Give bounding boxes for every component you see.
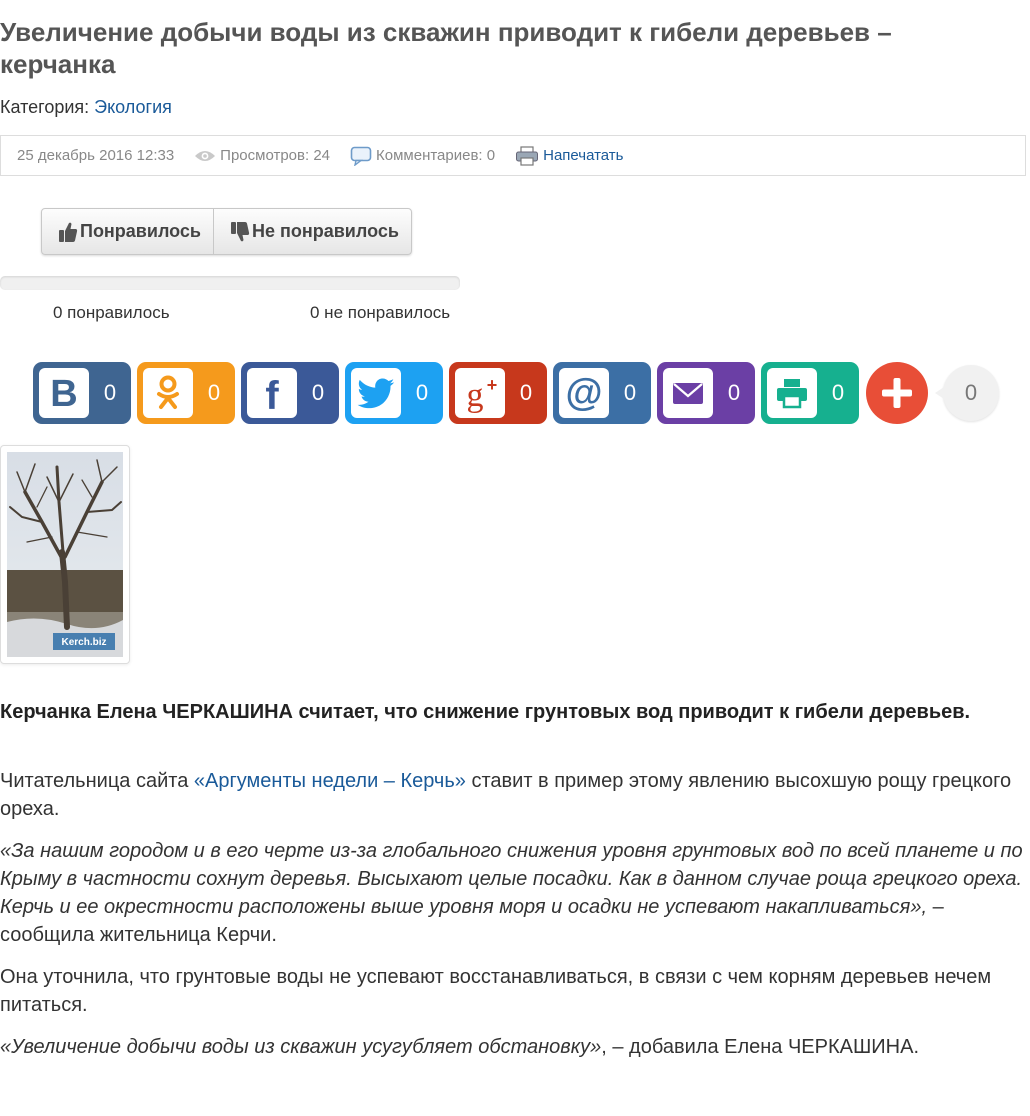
share-vk-button[interactable]	[33, 362, 131, 424]
svg-text:+: +	[486, 375, 498, 395]
envelope-icon	[668, 373, 708, 413]
dislike-button[interactable]	[213, 209, 411, 254]
vote-ratio-bar	[0, 276, 460, 290]
twitter-icon	[356, 373, 396, 413]
share-twitter-button[interactable]	[345, 362, 443, 424]
like-button[interactable]	[42, 209, 213, 254]
article-title: Увеличение добычи воды из скважин приводит к гибели деревьев – керчанка	[0, 17, 892, 79]
share-more-button[interactable]	[866, 362, 928, 424]
views-count: Просмотров: 24	[220, 147, 331, 164]
comment-icon	[350, 146, 372, 166]
dislike-count: 0 не понравилось	[310, 303, 451, 322]
svg-text:@: @	[565, 373, 603, 413]
svg-text:g: g	[466, 377, 484, 413]
dislike-label: Не понравилось	[251, 221, 399, 241]
svg-text:B: B	[50, 373, 78, 413]
at-icon	[564, 373, 604, 413]
vote-buttons	[41, 208, 412, 255]
views-info	[194, 147, 330, 164]
share-mailru-count: 0	[623, 380, 637, 405]
share-facebook-count: 0	[311, 380, 325, 405]
source-link[interactable]: «Аргументы недели – Керчь»	[193, 770, 466, 792]
category-label: Категория:	[0, 97, 90, 117]
share-email-count: 0	[727, 380, 741, 405]
ok-icon	[148, 373, 188, 413]
p4-tail: , – добавила Елена ЧЕРКАШИНА.	[601, 1036, 920, 1058]
google-plus-icon	[460, 373, 500, 413]
p1-text-before: Читательница сайта	[0, 770, 194, 792]
print-link[interactable]: Напечатать	[543, 147, 624, 164]
share-google-plus-count: 0	[519, 380, 533, 405]
comments-count: Комментариев: 0	[376, 147, 496, 164]
share-ok-count: 0	[207, 380, 221, 405]
article-paragraph-3: Она уточнила, что грунтовые воды не успевают восстанавливаться, в связи с чем корням деревьев нечем питаться.	[0, 966, 992, 1016]
share-facebook-button[interactable]	[241, 362, 339, 424]
share-ok-button[interactable]	[137, 362, 235, 424]
facebook-icon	[252, 373, 292, 413]
p1-text-after: ставит в пример этому явлению высохшую рощу грецкого ореха.	[0, 770, 1012, 820]
like-label: Понравилось	[80, 221, 201, 241]
printer-icon	[515, 146, 539, 166]
publish-date: 25 декабрь 2016 12:33	[17, 147, 175, 164]
p4-quote: «Увеличение добычи воды из скважин усугубляет обстановку»	[0, 1036, 602, 1058]
article-image[interactable]	[0, 445, 130, 664]
share-total-count: 0	[943, 365, 999, 421]
article-paragraph-4	[0, 1033, 1028, 1061]
share-mailru-button[interactable]	[553, 362, 651, 424]
like-count: 0 понравилось	[53, 303, 170, 322]
share-google-plus-button[interactable]	[449, 362, 547, 424]
plus-icon	[879, 375, 915, 411]
category-link[interactable]: Экология	[94, 97, 172, 117]
vk-icon	[44, 373, 84, 413]
share-print-count: 0	[831, 380, 845, 405]
thumbs-up-icon	[58, 221, 78, 243]
share-bar	[33, 362, 1013, 424]
article-category	[0, 97, 172, 118]
share-twitter-count: 0	[415, 380, 429, 405]
printer-icon	[772, 373, 812, 413]
article-paragraph-1	[0, 767, 1028, 823]
p2-quote: «За нашим городом и в его черте из-за глобального снижения уровня грунтовых вод по всей планете и по Крыму в частности сохнут деревья. Высыхают целые посадки. Как в данном случае роща грецкого ореха. Керчь и ее окрестности расположены выше уровня моря и осадки не успевают накапливаться»,	[0, 840, 1023, 918]
comments-info	[350, 146, 495, 166]
print-action[interactable]	[515, 146, 623, 166]
article-paragraph-2	[0, 837, 1028, 949]
svg-text:f: f	[265, 374, 279, 413]
eye-icon	[194, 149, 216, 163]
share-vk-count: 0	[103, 380, 117, 405]
article-meta	[0, 135, 1026, 176]
image-watermark: Kerch.biz	[61, 637, 107, 648]
share-email-button[interactable]	[657, 362, 755, 424]
share-print-button[interactable]	[761, 362, 859, 424]
thumbs-down-icon	[230, 221, 250, 243]
p2-tail: – сообщила жительница Керчи.	[0, 896, 944, 946]
article-lead: Керчанка Елена ЧЕРКАШИНА считает, что снижение грунтовых вод приводит к гибели деревьев.	[0, 701, 971, 723]
